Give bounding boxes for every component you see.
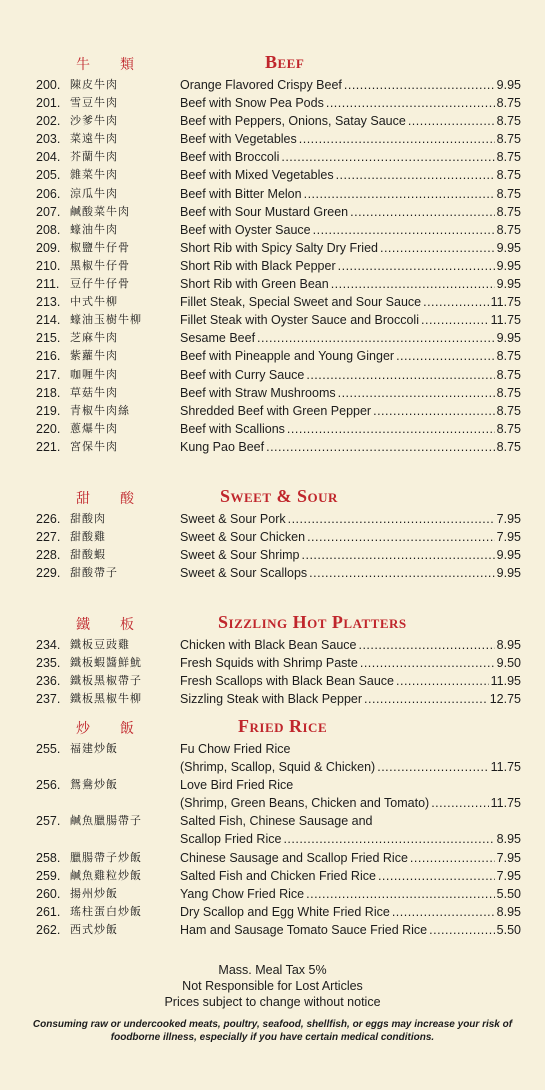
item-chinese-name: 沙爹牛肉 <box>70 114 118 128</box>
item-number: 213. <box>36 295 61 310</box>
item-line <box>180 275 521 293</box>
menu-item <box>0 221 545 239</box>
item-line <box>180 293 521 311</box>
menu-item <box>0 438 545 456</box>
section-heading <box>0 52 545 76</box>
dot-leader <box>423 293 489 311</box>
item-number: 204. <box>36 150 61 165</box>
item-number: 221. <box>36 439 61 454</box>
dot-leader <box>338 257 495 275</box>
item-number: 226. <box>36 512 61 526</box>
item-price: 8.75 <box>496 186 521 201</box>
item-chinese-name: 涼瓜牛肉 <box>70 186 118 200</box>
item-line <box>180 203 521 221</box>
item-number: 207. <box>36 204 61 219</box>
item-number: 211. <box>36 277 60 292</box>
item-name: Short Rib with Spicy Salty Dry Fried <box>180 240 378 255</box>
item-name: Salted Fish, Chinese Sausage and <box>180 814 373 829</box>
menu-item <box>0 239 545 257</box>
item-line <box>180 758 521 776</box>
item-name: (Shrimp, Green Beans, Chicken and Tomato) <box>180 796 430 811</box>
menu-section <box>0 486 545 582</box>
menu-item <box>0 758 545 776</box>
item-price: 8.75 <box>496 385 521 400</box>
menu-item <box>0 672 545 690</box>
item-number: 217. <box>36 367 61 382</box>
item-chinese-name: 甜酸蝦 <box>70 548 106 562</box>
menu-item <box>0 903 545 921</box>
item-price: 8.75 <box>496 204 521 219</box>
item-number: 260. <box>36 886 61 901</box>
item-name: Fillet Steak, Special Sweet and Sour Sauce <box>180 295 422 310</box>
item-number: 216. <box>36 349 61 364</box>
item-price: 8.75 <box>496 96 521 111</box>
item-name: Beef with Curry Sauce <box>180 367 305 382</box>
menu-item <box>0 148 545 166</box>
item-chinese-name: 西式炒飯 <box>70 922 118 936</box>
item-number: 220. <box>36 421 61 436</box>
menu-section <box>0 716 545 939</box>
section-title: Fried Rice <box>238 716 328 736</box>
item-name: Chinese Sausage and Scallop Fried Rice <box>180 850 408 865</box>
section-title-chinese: 鐵板 <box>76 617 164 633</box>
item-line <box>180 867 521 885</box>
item-name: Beef with Broccoli <box>180 150 280 165</box>
item-line <box>180 347 521 365</box>
dot-leader <box>410 849 495 867</box>
item-chinese-name: 宮保牛肉 <box>70 439 118 453</box>
item-line <box>180 636 521 654</box>
item-chinese-name: 鐵板黑椒帶子 <box>70 674 142 688</box>
item-number: 209. <box>36 240 61 255</box>
item-chinese-name: 臘腸帶子炒飯 <box>70 850 142 864</box>
dot-leader <box>287 420 495 438</box>
item-number: 202. <box>36 114 61 129</box>
item-chinese-name: 揚州炒飯 <box>70 886 118 900</box>
item-number: 236. <box>36 674 61 689</box>
item-chinese-name: 甜酸帶子 <box>70 566 118 580</box>
menu-item <box>0 849 545 867</box>
menu-item <box>0 94 545 112</box>
item-number: 219. <box>36 403 61 418</box>
item-price: 8.95 <box>496 638 521 652</box>
item-price: 8.75 <box>496 114 521 129</box>
item-line <box>180 794 521 812</box>
dot-leader <box>358 636 494 654</box>
item-line <box>180 366 521 384</box>
item-price: 9.95 <box>496 258 521 273</box>
menu-item <box>0 76 545 94</box>
item-name: Sweet & Sour Scallops <box>180 566 308 581</box>
item-number: 262. <box>36 922 61 937</box>
item-name: Orange Flavored Crispy Beef <box>180 78 342 92</box>
menu-item <box>0 636 545 654</box>
dot-leader <box>306 885 495 903</box>
dot-leader <box>396 672 489 690</box>
item-line <box>180 148 521 166</box>
meal-tax-note: Mass. Meal Tax 5% <box>218 963 327 977</box>
item-line <box>180 438 521 456</box>
menu-item <box>0 885 545 903</box>
item-price: 11.75 <box>490 313 521 328</box>
item-number: 261. <box>36 904 61 919</box>
item-chinese-name: 鐵板黑椒牛柳 <box>70 692 142 706</box>
dot-leader <box>299 130 495 148</box>
item-chinese-name: 蠔油牛肉 <box>70 222 118 236</box>
dot-leader <box>378 867 495 885</box>
item-chinese-name: 陳皮牛肉 <box>70 78 118 91</box>
item-price: 9.95 <box>496 277 521 292</box>
dot-leader <box>392 903 495 921</box>
dot-leader <box>338 384 495 402</box>
dot-leader <box>306 366 494 384</box>
item-line <box>180 528 521 546</box>
item-chinese-name: 蔥爆牛肉 <box>70 421 118 435</box>
section-title: Beef <box>265 52 305 72</box>
dot-leader <box>360 654 495 672</box>
item-name: Love Bird Fried Rice <box>180 778 294 793</box>
dot-leader <box>350 203 495 221</box>
item-chinese-name: 草菇牛肉 <box>70 385 118 399</box>
item-line <box>180 812 521 830</box>
item-number: 208. <box>36 222 61 237</box>
dot-leader <box>309 564 495 582</box>
menu-item <box>0 185 545 203</box>
item-price: 5.50 <box>496 922 521 937</box>
item-name: (Shrimp, Scallop, Squid & Chicken) <box>180 760 376 775</box>
item-name: Short Rib with Green Bean <box>180 277 329 292</box>
dot-leader <box>304 185 495 203</box>
item-price: 8.75 <box>496 367 521 382</box>
dot-leader <box>281 148 494 166</box>
item-line <box>180 903 521 921</box>
dot-leader <box>302 546 495 564</box>
item-name: Beef with Sour Mustard Green <box>180 204 349 219</box>
menu-section <box>0 52 545 456</box>
item-price: 9.95 <box>496 566 521 581</box>
dot-leader <box>326 94 495 112</box>
item-number: 234. <box>36 638 61 652</box>
item-line <box>180 690 521 708</box>
item-price: 7.95 <box>496 850 521 865</box>
menu-item <box>0 546 545 564</box>
item-name: Beef with Peppers, Onions, Satay Sauce <box>180 114 406 129</box>
menu-item <box>0 384 545 402</box>
item-chinese-name: 鐵板豆豉雞 <box>70 638 130 651</box>
item-line <box>180 402 521 420</box>
item-chinese-name: 紫蘿牛肉 <box>70 349 118 363</box>
item-price: 7.95 <box>496 530 521 545</box>
item-price: 8.75 <box>496 132 521 147</box>
item-price: 9.50 <box>496 656 521 671</box>
item-line <box>180 776 521 794</box>
item-price: 9.95 <box>496 240 521 255</box>
item-chinese-name: 黑椒牛仔骨 <box>70 258 130 272</box>
dot-leader <box>431 794 488 812</box>
item-line <box>180 76 521 94</box>
item-number: 237. <box>36 692 61 707</box>
menu-item <box>0 921 545 939</box>
section-title-chinese: 甜酸 <box>76 491 164 507</box>
item-line <box>180 564 521 582</box>
menu-item <box>0 740 545 758</box>
item-name: Yang Chow Fried Rice <box>180 886 305 901</box>
item-name: Salted Fish and Chicken Fried Rice <box>180 868 376 883</box>
menu-item <box>0 293 545 311</box>
item-number: 200. <box>36 78 61 92</box>
item-chinese-name: 雜菜牛肉 <box>70 168 118 182</box>
item-chinese-name: 中式牛柳 <box>70 295 118 309</box>
item-chinese-name: 鐵板蝦醬鮮魷 <box>70 656 142 670</box>
dot-leader <box>336 166 495 184</box>
item-line <box>180 546 521 564</box>
dot-leader <box>377 758 488 776</box>
item-line <box>180 257 521 275</box>
dot-leader <box>364 690 488 708</box>
item-number: 228. <box>36 548 61 563</box>
item-price: 8.75 <box>496 421 521 436</box>
item-chinese-name: 瑤柱蛋白炒飯 <box>70 904 142 918</box>
item-price: 8.95 <box>496 904 521 919</box>
item-chinese-name: 豆仔牛仔骨 <box>70 277 130 291</box>
item-line <box>180 672 521 690</box>
menu-item <box>0 402 545 420</box>
item-name: Beef with Mixed Vegetables <box>180 168 334 183</box>
menu-item <box>0 130 545 148</box>
section-heading <box>0 716 545 740</box>
item-line <box>180 329 521 347</box>
item-name: Kung Pao Beef <box>180 439 265 454</box>
item-number: 210. <box>36 258 61 273</box>
item-price: 8.75 <box>496 439 521 454</box>
dot-leader <box>313 221 495 239</box>
dot-leader <box>266 438 495 456</box>
item-name: Sizzling Steak with Black Pepper <box>180 692 363 707</box>
item-number: 214. <box>36 313 61 328</box>
item-price: 8.95 <box>496 832 521 847</box>
dot-leader <box>283 830 494 848</box>
item-number: 229. <box>36 566 61 581</box>
item-price: 8.75 <box>496 349 521 364</box>
dot-leader <box>373 402 495 420</box>
item-price: 8.75 <box>496 168 521 183</box>
item-line <box>180 130 521 148</box>
section-title: Sizzling Hot Platters <box>218 612 407 632</box>
dot-leader <box>307 528 495 546</box>
item-chinese-name: 雪豆牛肉 <box>70 96 118 110</box>
item-price: 7.95 <box>496 868 521 883</box>
item-chinese-name: 菜遠牛肉 <box>70 132 118 146</box>
item-chinese-name: 鹹魚雞粒炒飯 <box>70 868 142 882</box>
item-line <box>180 239 521 257</box>
item-number: 215. <box>36 331 61 346</box>
dot-leader <box>396 347 495 365</box>
item-line <box>180 510 521 528</box>
menu-item <box>0 112 545 130</box>
item-number: 259. <box>36 868 61 883</box>
item-number: 218. <box>36 385 61 400</box>
menu-item <box>0 275 545 293</box>
item-name: Fresh Scallops with Black Bean Sauce <box>180 674 394 689</box>
item-line <box>180 654 521 672</box>
menu-item <box>0 329 545 347</box>
menu-item <box>0 528 545 546</box>
item-line <box>180 221 521 239</box>
item-number: 255. <box>36 742 61 756</box>
item-chinese-name: 蠔油玉樹牛柳 <box>70 313 142 327</box>
item-name: Ham and Sausage Tomato Sauce Fried Rice <box>180 922 428 937</box>
item-name: Beef with Vegetables <box>180 132 297 147</box>
item-price: 7.95 <box>496 512 521 526</box>
dot-leader <box>288 510 495 528</box>
item-line <box>180 185 521 203</box>
dot-leader <box>257 329 495 347</box>
item-name: Beef with Straw Mushrooms <box>180 385 336 400</box>
item-line <box>180 384 521 402</box>
item-number: 227. <box>36 530 61 545</box>
item-price: 8.75 <box>496 403 521 418</box>
item-chinese-name: 鴛鴦炒飯 <box>70 778 118 792</box>
item-chinese-name: 鹹魚臘腸帶子 <box>70 814 142 828</box>
section-title-chinese: 炒飯 <box>76 721 164 737</box>
item-number: 203. <box>36 132 61 147</box>
item-line <box>180 420 521 438</box>
menu-item <box>0 203 545 221</box>
item-number: 256. <box>36 778 61 793</box>
item-line <box>180 921 521 939</box>
item-price: 9.95 <box>496 331 521 346</box>
item-price: 11.75 <box>490 796 521 811</box>
dot-leader <box>408 112 495 130</box>
item-name: Scallop Fried Rice <box>180 832 282 847</box>
item-number: 258. <box>36 850 61 865</box>
item-number: 206. <box>36 186 61 201</box>
item-number: 205. <box>36 168 61 183</box>
item-name: Sweet & Sour Pork <box>180 512 286 526</box>
menu-section <box>0 612 545 708</box>
item-name: Sweet & Sour Shrimp <box>180 548 300 563</box>
item-price: 11.95 <box>490 674 521 689</box>
menu-item <box>0 366 545 384</box>
item-name: Beef with Pineapple and Young Ginger <box>180 349 395 364</box>
menu-item <box>0 311 545 329</box>
lost-articles-note: Not Responsible for Lost Articles <box>182 979 363 993</box>
item-line <box>180 740 521 758</box>
item-name: Fresh Squids with Shrimp Paste <box>180 656 358 671</box>
item-chinese-name: 青椒牛肉絲 <box>70 403 130 417</box>
menu-item <box>0 776 545 794</box>
price-change-note: Prices subject to change without notice <box>164 995 381 1009</box>
item-name: Beef with Scallions <box>180 421 285 436</box>
section-title: Sweet & Sour <box>220 486 338 506</box>
item-price: 12.75 <box>489 692 521 707</box>
dot-leader <box>429 921 495 939</box>
menu-item <box>0 420 545 438</box>
menu-item <box>0 654 545 672</box>
item-name: Fillet Steak with Oyster Sauce and Broccoli <box>180 313 419 328</box>
item-chinese-name: 鹹酸菜牛肉 <box>70 204 130 218</box>
item-name: Chicken with Black Bean Sauce <box>180 638 357 652</box>
item-name: Shredded Beef with Green Pepper <box>180 403 372 418</box>
menu-item <box>0 347 545 365</box>
menu-item <box>0 510 545 528</box>
item-chinese-name: 咖喱牛肉 <box>70 367 118 381</box>
item-line <box>180 885 521 903</box>
item-chinese-name: 芝麻牛肉 <box>70 331 118 345</box>
menu-item <box>0 812 545 830</box>
item-line <box>180 849 521 867</box>
dot-leader <box>331 275 495 293</box>
item-name: Beef with Snow Pea Pods <box>180 96 324 111</box>
item-name: Dry Scallop and Egg White Fried Rice <box>180 904 390 919</box>
item-name: Beef with Oyster Sauce <box>180 222 311 237</box>
menu-item <box>0 166 545 184</box>
item-line <box>180 166 521 184</box>
item-chinese-name: 福建炒飯 <box>70 742 118 755</box>
item-line <box>180 112 521 130</box>
menu-item <box>0 830 545 848</box>
item-number: 235. <box>36 656 61 671</box>
item-price: 11.75 <box>490 295 521 310</box>
item-line <box>180 94 521 112</box>
item-line <box>180 311 521 329</box>
item-number: 257. <box>36 814 61 829</box>
item-line <box>180 830 521 848</box>
menu-item <box>0 690 545 708</box>
item-name: Short Rib with Black Pepper <box>180 258 336 273</box>
dot-leader <box>380 239 495 257</box>
section-heading <box>0 612 545 636</box>
item-name: Sesame Beef <box>180 331 256 346</box>
section-title-chinese: 牛類 <box>76 57 164 73</box>
item-number: 201. <box>36 96 61 111</box>
item-chinese-name: 甜酸肉 <box>70 512 106 525</box>
section-heading <box>0 486 545 510</box>
item-chinese-name: 芥蘭牛肉 <box>70 150 118 164</box>
menu-item <box>0 257 545 275</box>
item-chinese-name: 椒鹽牛仔骨 <box>70 240 130 254</box>
menu-item <box>0 794 545 812</box>
item-name: Sweet & Sour Chicken <box>180 530 306 545</box>
item-price: 11.75 <box>490 760 521 775</box>
item-price: 9.95 <box>496 548 521 563</box>
dot-leader <box>344 76 495 94</box>
item-price: 8.75 <box>496 222 521 237</box>
item-chinese-name: 甜酸雞 <box>70 530 106 544</box>
footer-notes <box>0 962 545 1010</box>
dot-leader <box>421 311 489 329</box>
item-price: 8.75 <box>496 150 521 165</box>
item-name: Beef with Bitter Melon <box>180 186 302 201</box>
item-price: 5.50 <box>496 886 521 901</box>
item-price: 9.95 <box>496 78 521 92</box>
menu-item <box>0 867 545 885</box>
menu-item <box>0 564 545 582</box>
item-name: Fu Chow Fried Rice <box>180 742 291 756</box>
food-safety-warning: Consuming raw or undercooked meats, poultry, seafood, shellfish, or eggs may increase your risk of foodborne illness, especially if you have certain medical conditions. <box>32 1019 513 1043</box>
